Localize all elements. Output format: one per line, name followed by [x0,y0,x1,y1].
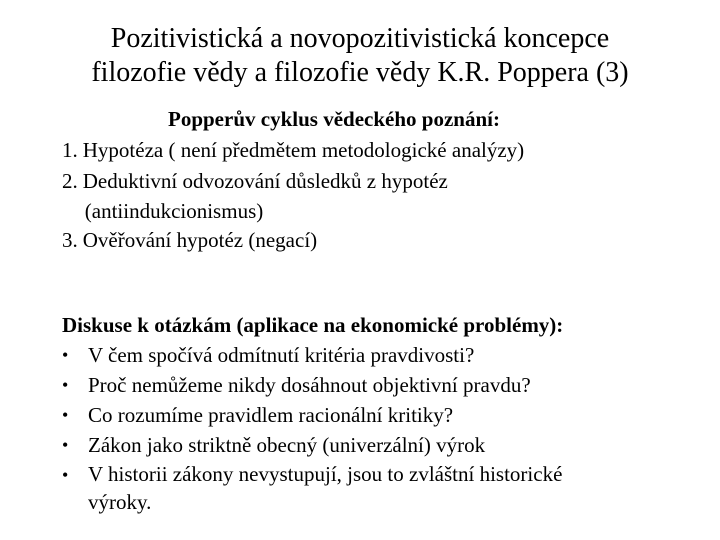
cycle-item-continuation: (antiindukcionismus) [84,199,264,223]
bullet-icon: • [62,405,69,425]
list-item [62,340,702,370]
cycle-item-text-wrapper [83,166,702,225]
list-item [62,460,702,516]
cycle-item [62,166,702,225]
discussion-heading: Diskuse k otázkám (aplikace na ekonomické problémy): [62,313,564,337]
list-item [62,430,702,460]
cycle-item-number: 2. [62,169,78,193]
discussion-section [62,310,702,516]
slide-title-line-1: Pozitivistická a novopozitivistická koncepce [110,23,610,54]
list-item-text: Zákon jako striktně obecný (univerzální) výrok [88,433,486,457]
cycle-item [62,225,702,256]
cycle-item-text: Deduktivní odvozování důsledků z hypotéz [82,169,448,193]
cycle-item-text: Ověřování hypotéz (negací) [82,228,318,252]
slide-title [40,22,680,90]
list-item-text: V čem spočívá odmítnutí kritéria pravdivosti? [88,343,475,367]
list-item-text-wrapper [88,460,702,516]
list-item-text: V historii zákony nevystupují, jsou to zvláštní historické [88,462,563,486]
bullet-icon: • [62,435,69,455]
list-item [62,400,702,430]
discussion-list [62,340,702,516]
slide-title-line-2: filozofie vědy a filozofie vědy K.R. Poppera (3) [91,57,629,88]
cycle-item-text: Hypotéza ( není předmětem metodologické analýzy) [82,138,525,162]
bullet-icon: • [62,345,69,365]
list-item-text: Proč nemůžeme nikdy dosáhnout objektivní pravdu? [88,373,531,397]
cycle-item-number: 3. [62,228,78,252]
list-item-continuation: výroky. [88,490,152,514]
cycle-heading: Popperův cyklus vědeckého poznání: [168,107,500,131]
bullet-icon: • [62,375,69,395]
cycle-section [62,104,702,256]
cycle-item-number: 1. [62,138,78,162]
list-item-text: Co rozumíme pravidlem racionální kritiky? [88,403,454,427]
cycle-item [62,135,702,166]
bullet-icon: • [62,465,69,485]
list-item [62,370,702,400]
